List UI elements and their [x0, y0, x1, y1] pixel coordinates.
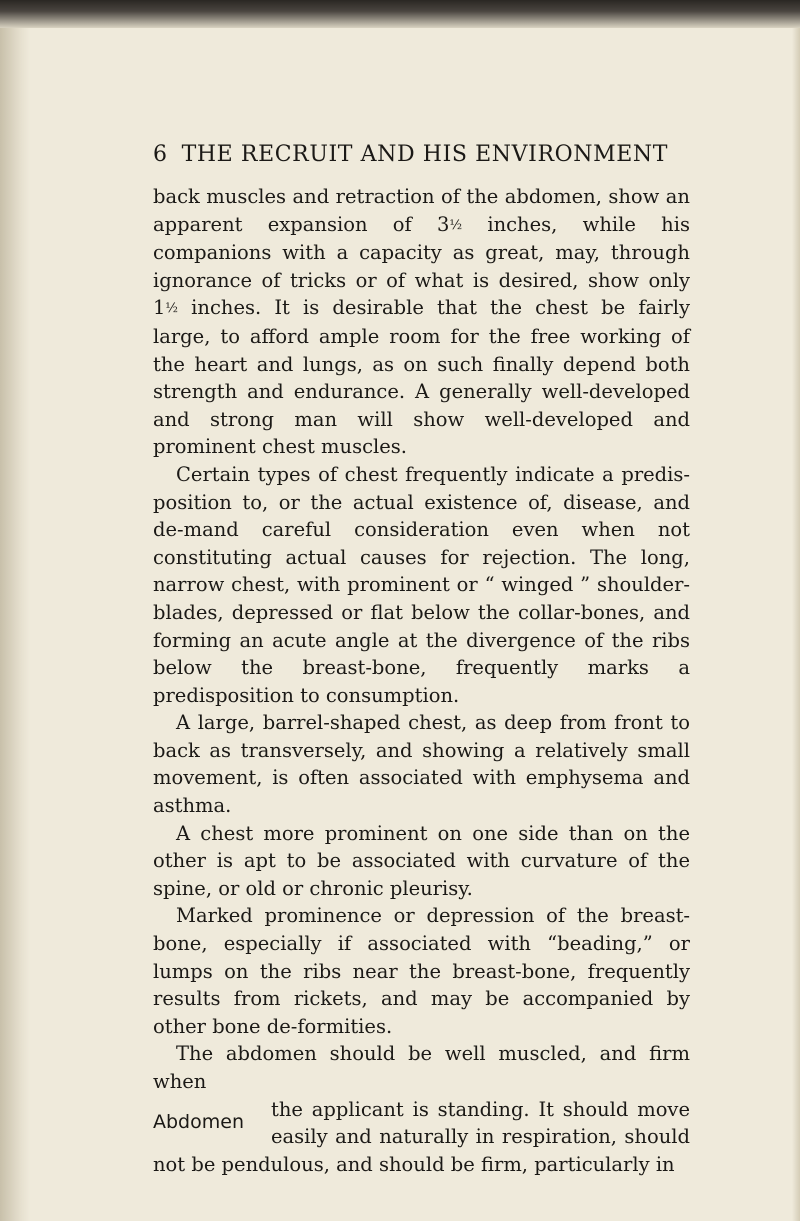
abdomen-line-3: easily and naturally in respiration, should: [271, 1125, 690, 1149]
page-edge-shadow-left: [0, 28, 30, 1221]
fraction-one-half: ½: [449, 217, 463, 233]
paragraph-text: inches, while his companions with a capacity as great, may, through ignorance of tricks or of what is desired, show only 1: [153, 212, 690, 320]
abdomen-first-line: The abdomen should be well muscled, and firm when: [153, 1042, 690, 1093]
running-title: THE RECRUIT AND HIS ENVIRONMENT: [181, 142, 668, 167]
paragraph-chest-types: Certain types of chest frequently indicate a predis-position to, or the actual existence of, disease, and de-mand careful consideration even when not constituting actual causes for rejection. The long, narrow chest, with prominent or “ winged ” shoulder-blades, depressed or flat below the collar-bones, and forming an acute angle at the divergence of the ribs below the breast-bone, frequently marks a predisposition to consumption.: [153, 462, 690, 707]
paragraph-barrel-chest: A large, barrel-shaped chest, as deep from front to back as transversely, and showing a relatively small movement, is often associated with emphysema and asthma.: [153, 711, 690, 818]
paragraph-one-sided-chest: A chest more prominent on one side than on the other is apt to be associated with curvature of the spine, or old or chronic pleurisy.: [153, 821, 690, 900]
abdomen-last-line: not be pendulous, and should be firm, particularly in: [153, 1152, 675, 1176]
paragraph-breast-bone: Marked prominence or depression of the breast-bone, especially if associated with “beading,” or lumps on the ribs near the breast-bone, frequently results from rickets, and may be accompanied by other bone de-formities.: [153, 904, 690, 1038]
margin-note-abdomen: Abdomen: [153, 1111, 244, 1134]
fraction-one-half: ½: [165, 301, 179, 317]
abdomen-indented-lines: [271, 1096, 690, 1151]
paragraph-chest-expansion: [153, 183, 690, 461]
page-number: 6: [153, 142, 168, 167]
abdomen-row-with-margin-note: [153, 1096, 690, 1151]
running-head: [153, 142, 668, 167]
page-edge-shadow-top: [0, 0, 800, 28]
abdomen-line-2: the applicant is standing. It should move: [271, 1097, 690, 1121]
page-edge-shadow-right: [792, 28, 800, 1221]
paragraph-text: back muscles and retraction of the abdomen, show an apparent expansion of 3: [153, 185, 690, 236]
paragraph-text: inches. It is desirable that the chest be fairly large, to afford ample room for the free working of the heart and lungs, as on such finally depend both strength and endurance. A generally well-developed and strong man will show well-developed and prominent chest muscles.: [153, 296, 690, 459]
body-text: [153, 183, 690, 1178]
paragraph-abdomen: [153, 1040, 690, 1178]
